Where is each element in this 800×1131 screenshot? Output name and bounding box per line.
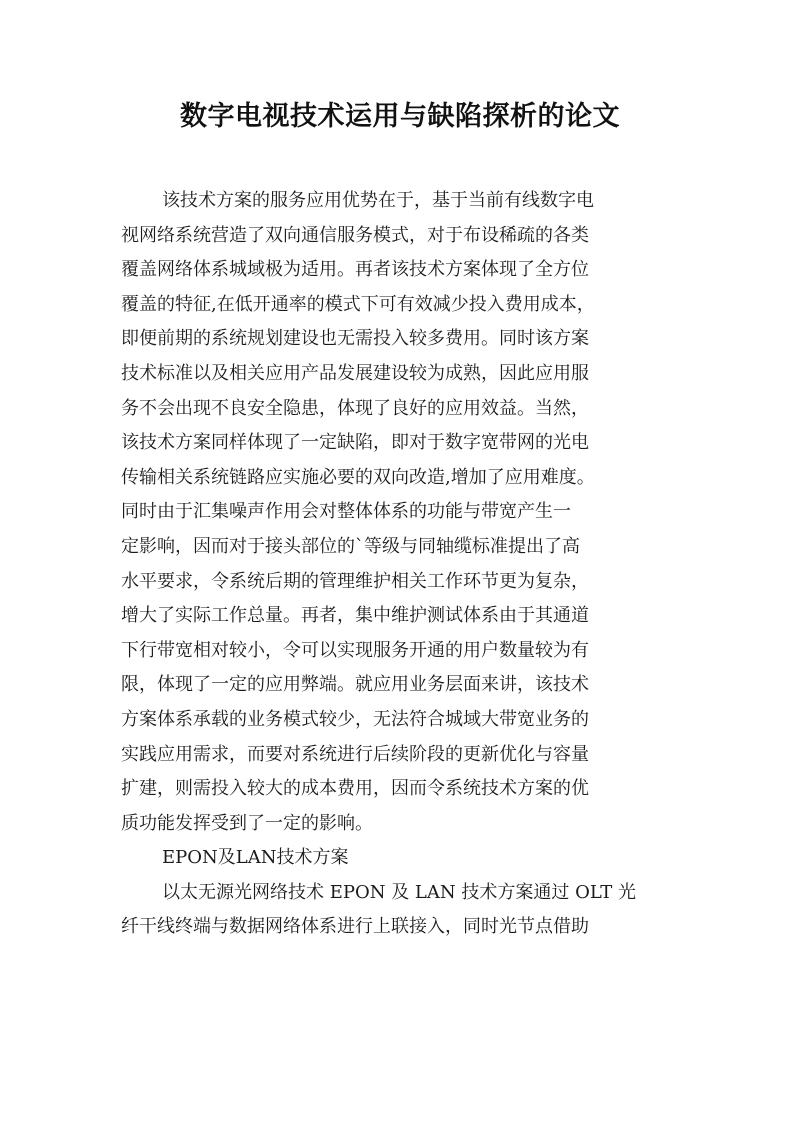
body-line: 该技术方案的服务应用优势在于，基于当前有线数字电 xyxy=(162,190,594,211)
body-line: 水平要求，令系统后期的管理维护相关工作环节更为复杂， xyxy=(121,570,589,592)
body-line: 覆盖的特征,在低开通率的模式下可有效减少投入费用成本， xyxy=(121,293,595,315)
body-line: 传输相关系统链路应实施必要的双向改造,增加了应用难度。 xyxy=(121,466,595,488)
body-line: 该技术方案同样体现了一定缺陷，即对于数字宽带网的光电 xyxy=(121,432,589,454)
body-line: 限，体现了一定的应用弊端。就应用业务层面来讲，该技术 xyxy=(121,674,589,696)
body-line: 覆盖网络体系城域极为适用。再者该技术方案体现了全方位 xyxy=(121,259,589,281)
body-line: 以太无源光网络技术 EPON 及 LAN 技术方案通过 OLT 光 xyxy=(162,881,637,903)
body-line: 增大了实际工作总量。再者，集中维护测试体系由于其通道 xyxy=(121,605,589,627)
body-line: 视网络系统营造了双向通信服务模式，对于布设稀疏的各类 xyxy=(121,224,589,246)
body-line: 质功能发挥受到了一定的影响。 xyxy=(121,812,373,834)
body-line: 同时由于汇集噪声作用会对整体体系的功能与带宽产生一 xyxy=(121,501,571,523)
section-heading: EPON及LAN技术方案 xyxy=(162,847,349,869)
body-line: 方案体系承载的业务模式较少，无法符合城域大带宽业务的 xyxy=(121,708,589,730)
document-title: 数字电视技术运用与缺陷探析的论文 xyxy=(180,101,620,132)
body-line: 技术标准以及相关应用产品发展建设较为成熟，因此应用服 xyxy=(121,362,589,384)
body-line: 下行带宽相对较小，令可以实现服务开通的用户数量较为有 xyxy=(121,639,589,661)
document-body xyxy=(121,184,691,945)
body-line: 扩建，则需投入较大的成本费用，因而令系统技术方案的优 xyxy=(121,778,589,800)
body-line: 纤干线终端与数据网络体系进行上联接入，同时光节点借助 xyxy=(121,916,589,938)
body-line: 实践应用需求，而要对系统进行后续阶段的更新优化与容量 xyxy=(121,743,589,765)
body-line: 即便前期的系统规划建设也无需投入较多费用。同时该方案 xyxy=(121,328,589,350)
body-line: 定影响，因而对于接头部位的`等级与同轴缆标准提出了高 xyxy=(121,535,580,557)
body-line: 务不会出现不良安全隐患，体现了良好的应用效益。当然， xyxy=(121,397,589,419)
